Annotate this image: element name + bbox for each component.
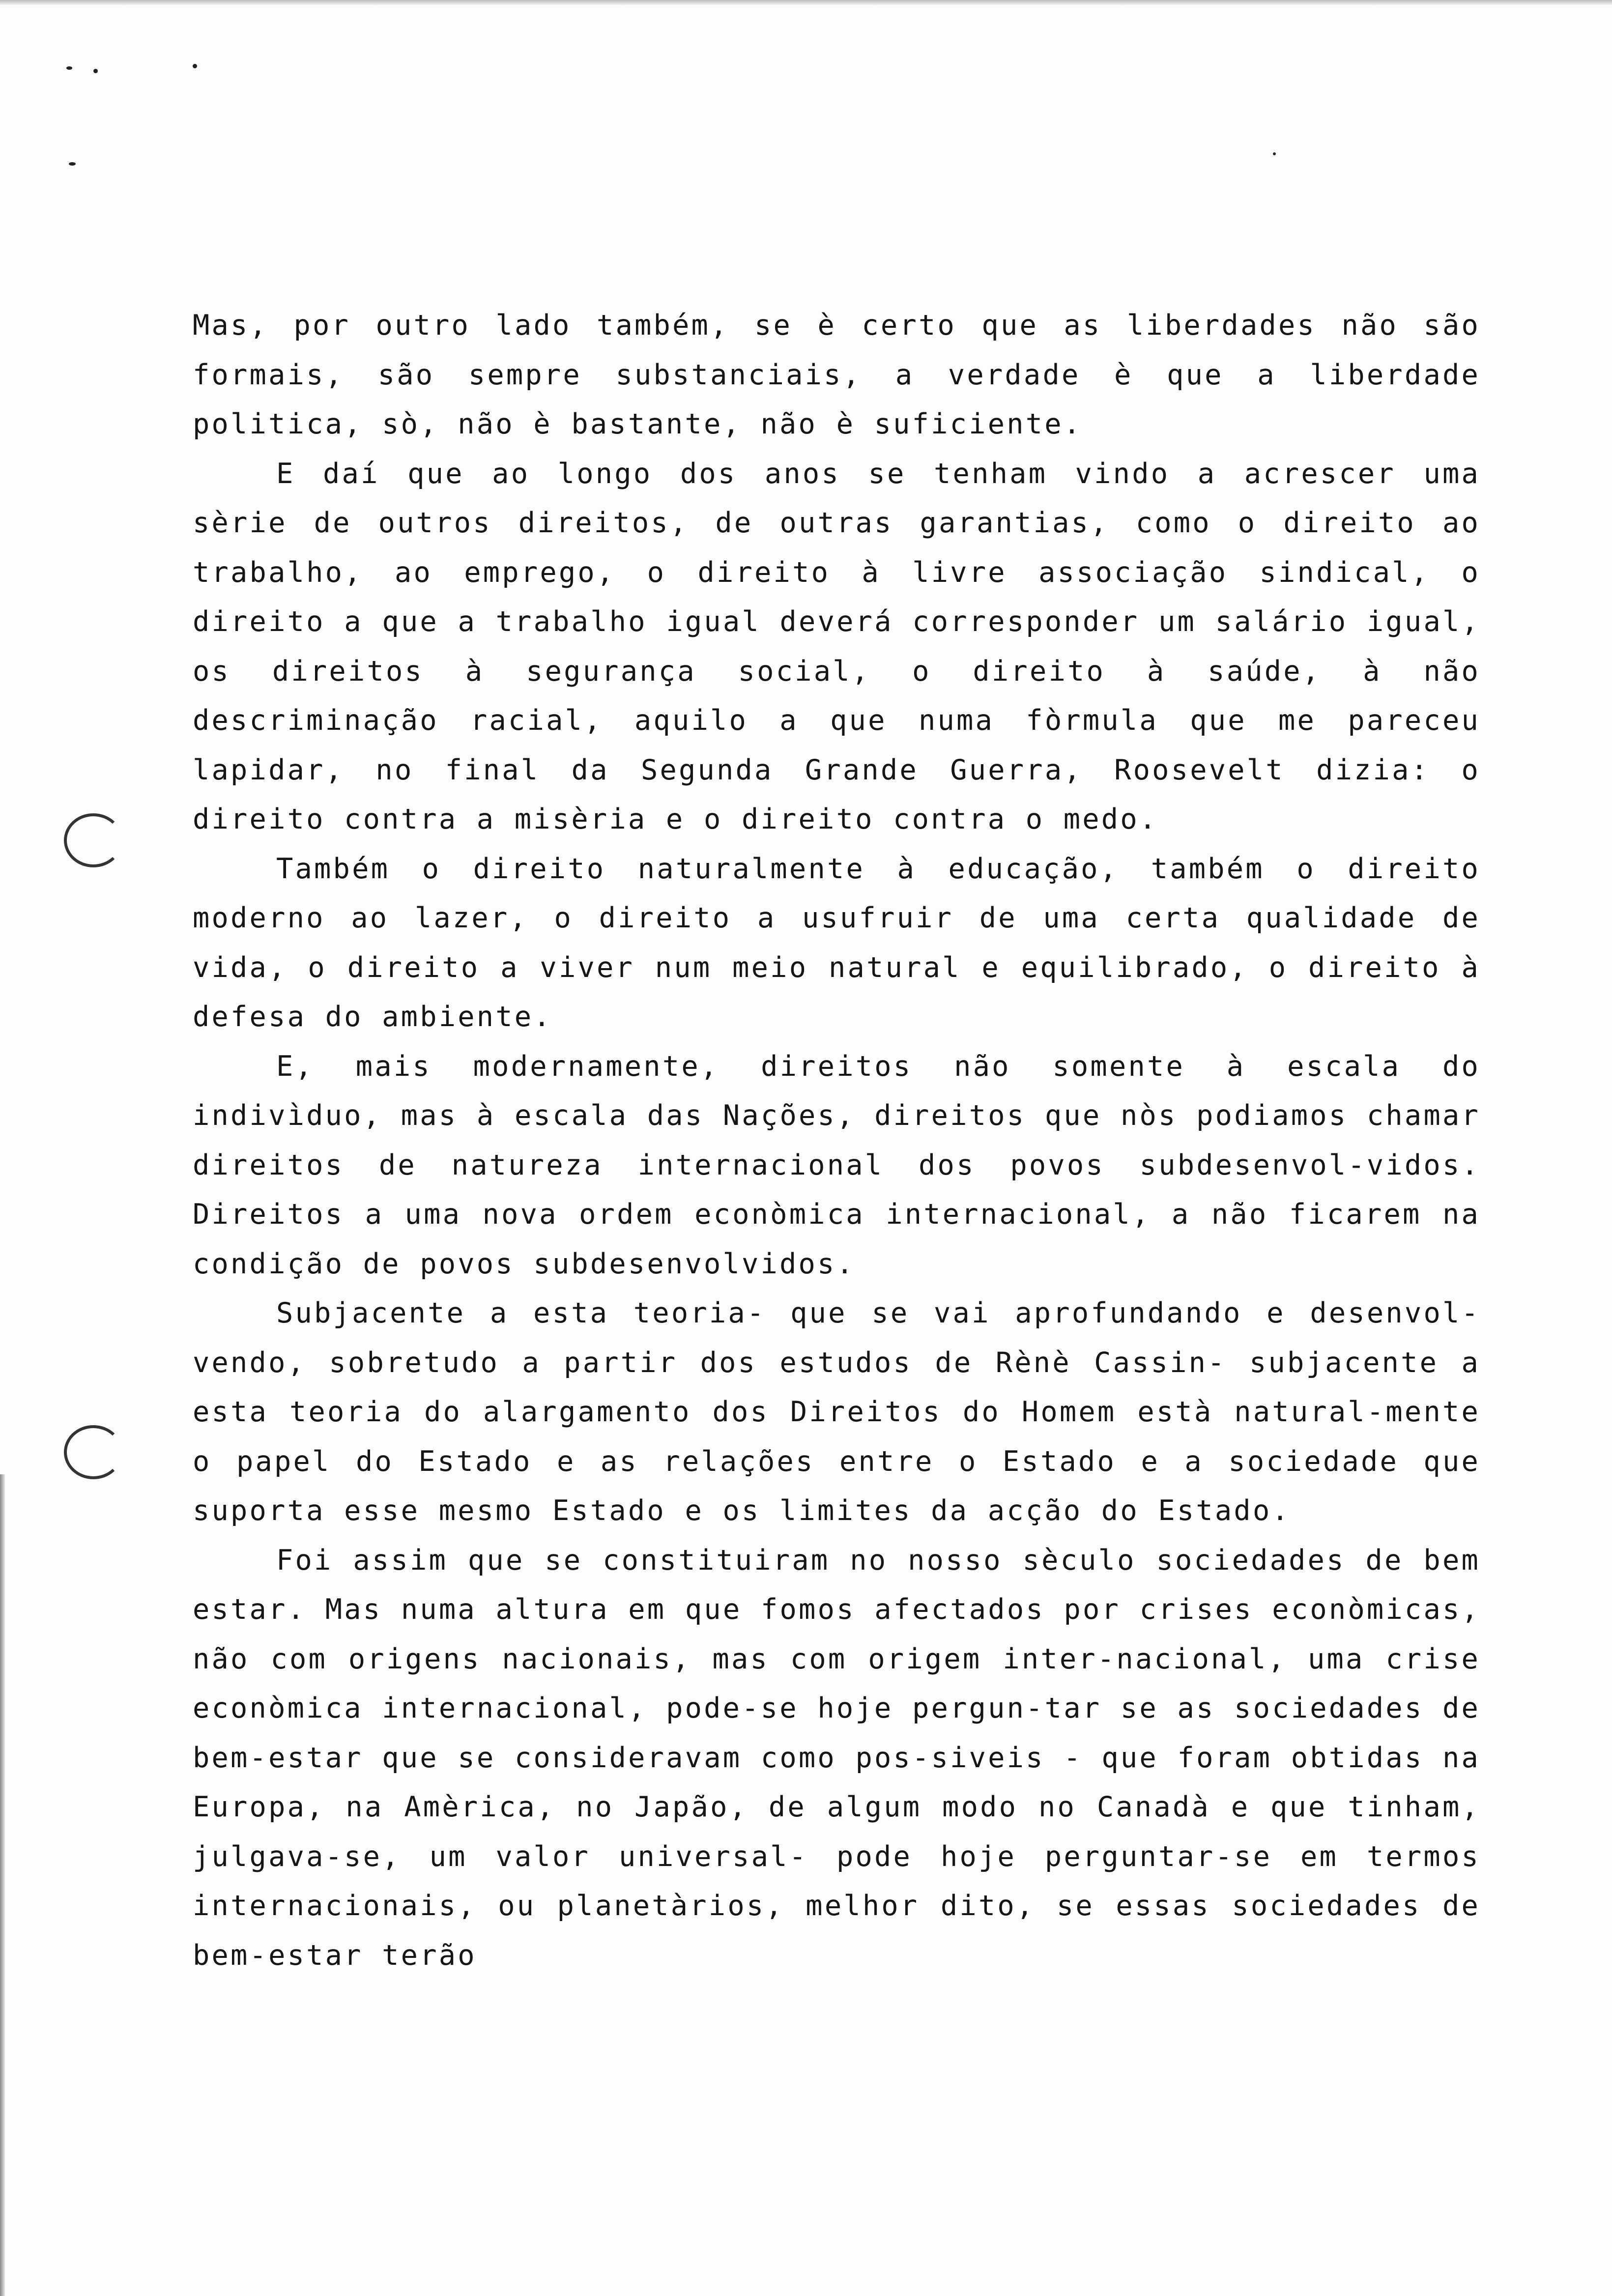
paragraph: Também o direito naturalmente à educação, também o direito moderno ao lazer, o direito a usufruir de uma certa qualidade de vida, o direito a viver num meio natural e equilibrado, o direito à defesa do ambiente.: [193, 852, 1480, 1033]
paragraph: Mas, por outro lado também, se è certo que as liberdades não são formais, são sempre substanciais, a verdade è que a liberdade politica, sò, não è bastante, não è suficiente.: [193, 309, 1480, 440]
paragraph: Foi assim que se constituiram no nosso sèculo sociedades de bem estar. Mas numa altura em que fomos afectados por crises econòmicas, não com origens nacionais, mas com origem inter-nacional, uma crise econòmica internacional, pode-se hoje pergun-tar se as sociedades de bem-estar que se consideravam como pos-siveis - que foram obtidas na Europa, na Amèrica, no Japão, de algum modo no Canadà e que tinham, julgava-se, um valor universal- pode hoje perguntar-se em termos internacionais, ou planetàrios, melhor dito, se essas sociedades de bem-estar terão: [193, 1544, 1480, 1972]
paragraph: E daí que ao longo dos anos se tenham vindo a acrescer uma sèrie de outros direitos, de outras garantias, como o direito ao trabalho, ao emprego, o direito à livre associação sindical, o direito a que a trabalho igual deverá corresponder um salário igual, os direitos à segurança social, o direito à saúde, à não descriminação racial, aquilo a que numa fòrmula que me pareceu lapidar, no final da Segunda Grande Guerra, Roosevelt dizia: o direito contra a misèria e o direito contra o medo.: [193, 457, 1480, 835]
punch-hole-mark: [64, 1425, 123, 1479]
scan-speck: [93, 69, 98, 73]
scan-speck: [66, 66, 72, 70]
scan-speck: [193, 64, 197, 68]
paragraph: Subjacente a esta teoria- que se vai aprofundando e desenvol-vendo, sobretudo a partir dos estudos de Rènè Cassin- subjacente a esta teoria do alargamento dos Direitos do Homem està natural-mente o papel do Estado e as relações entre o Estado e a sociedade que suporta esse mesmo Estado e os limites da acção do Estado.: [193, 1297, 1480, 1527]
punch-hole-mark: [64, 813, 123, 867]
scan-speck: [69, 162, 76, 166]
scan-left-edge: [0, 1474, 5, 2296]
scan-top-edge: [0, 0, 1612, 5]
paragraph: E, mais modernamente, direitos não somente à escala do indivìduo, mas à escala das Nações, direitos que nòs podiamos chamar direitos de natureza internacional dos povos subdesenvol-vidos. Direitos a uma nova ordem econòmica internacional, a não ficarem na condição de povos subdesenvolvidos.: [193, 1050, 1480, 1280]
typed-text-body: [193, 301, 1480, 1980]
scan-speck: [1273, 152, 1276, 155]
